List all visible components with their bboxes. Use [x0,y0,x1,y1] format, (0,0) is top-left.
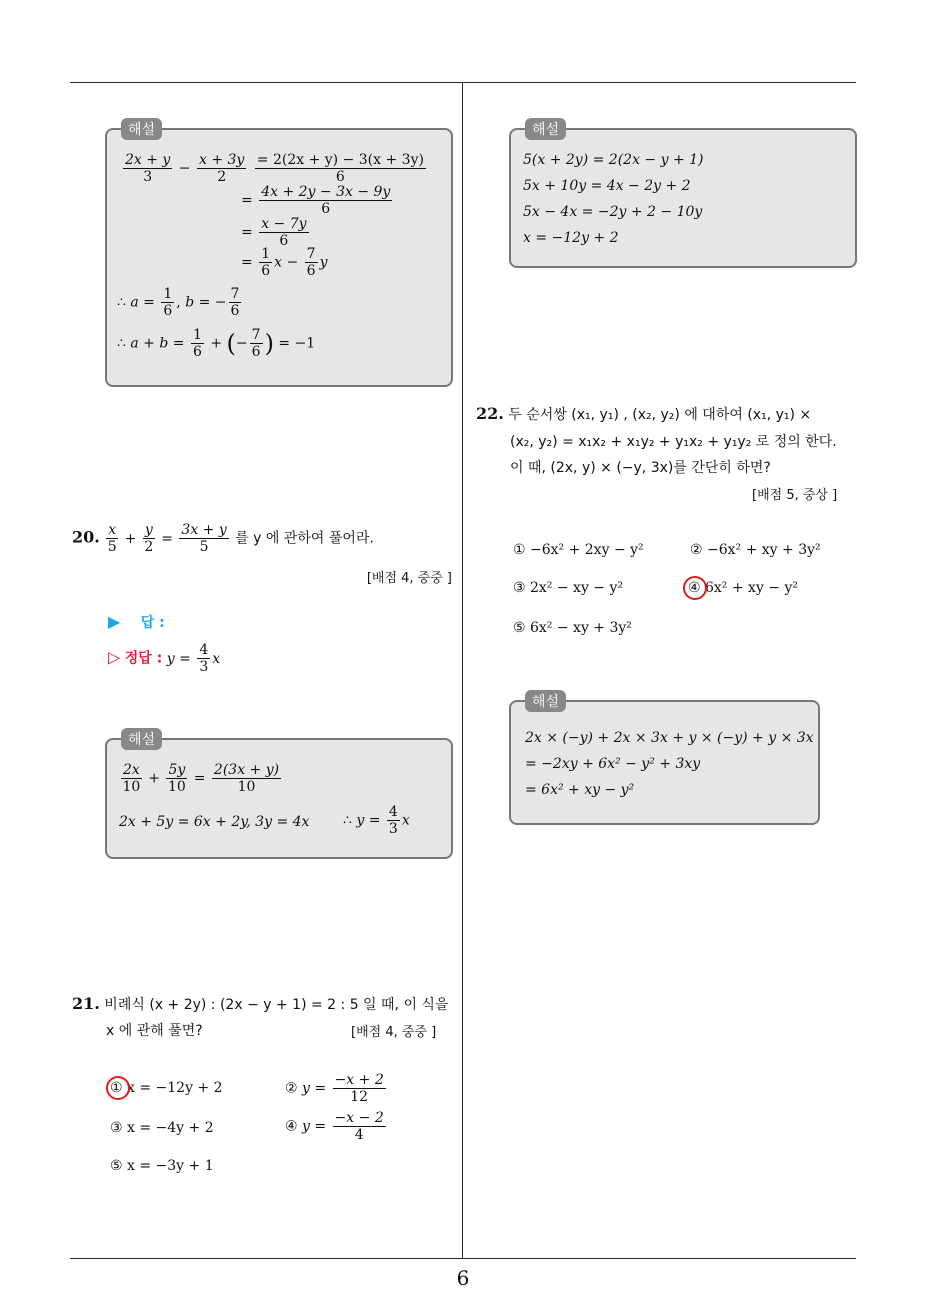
sol21-line2: 5x + 10y = 4x − 2y + 2 [523,178,691,194]
q21-option-1[interactable]: ① x = −12y + 2 [110,1080,223,1096]
answer-label: 답 : [140,615,165,631]
q22-option-2[interactable]: ② −6x² + xy + 3y² [690,542,821,558]
correct-answer-row [108,642,220,675]
solution-box-22 [509,694,820,825]
q22-option-4[interactable]: ④ 6x² + xy − y² [688,580,799,596]
sol20-line1: $\frac{2x}{10}$ + $\frac{5y}{10}$ = $\frac{2(3x + y)}{10}$ [122,762,280,796]
solution-tag: 해설 [121,728,162,750]
selected-answer-circle [106,1076,130,1100]
sol19-line3: = $\frac{x - 7y}{6}$ [241,216,307,250]
sol20-line2: 2x + 5y = 6x + 2y, 3y = 4x [119,814,310,830]
solution-box-20 [105,732,453,859]
question-number: 22. [476,404,504,423]
question-text-3: 이 때, (2x, y) × (−y, 3x)를 간단히 하면? [510,460,771,476]
solution-box-21 [509,122,857,268]
correct-triangle-icon: ▷ [108,647,121,667]
sol21-line3: 5x − 4x = −2y + 2 − 10y [523,204,703,220]
sol19-result1: ∴ a = $\frac{1}{6}$ , b = − $\frac{7}{6}$ [117,286,240,320]
column-divider [462,82,463,1259]
solution-box-19 [105,122,453,387]
bottom-rule [70,1258,856,1259]
answer-play-icon: ▶ [108,612,121,631]
answer-row [108,612,165,632]
question-text-2: (x₂, y₂) = x₁x₂ + x₁y₂ + y₁x₂ + y₁y₂ 로 정의 한다. [510,434,837,450]
solution-tag: 해설 [121,118,162,140]
sol19-line4: = $\frac{1}{6}$ x − $\frac{7}{6}$ y [241,246,328,280]
sol22-line3: = 6x² + xy − y² [525,782,635,798]
q21-option-4[interactable]: ④ y = $\frac{-x - 2}{4}$ [285,1110,384,1144]
sol22-line2: = −2xy + 6x² − y² + 3xy [525,756,701,772]
question-20: 20. $\frac{x}{5}$ + $\frac{y}{2}$ = $\frac{3x + y}{5}$ 를 y 에 관하여 풀어라. [72,522,374,556]
sol19-line2: = $\frac{4x + 2y - 3x - 9y}{6}$ [241,184,391,218]
page-number: 6 [456,1266,470,1290]
q21-option-2[interactable]: ② y = $\frac{-x + 2}{12}$ [285,1072,384,1106]
q21-option-5[interactable]: ⑤ x = −3y + 1 [110,1158,214,1174]
correct-label: 정답 : [124,650,163,667]
q22-points: [배점 5, 중상 ] [752,488,838,503]
selected-answer-circle [683,576,707,600]
top-rule [70,82,856,83]
question-number: 21. [72,994,100,1013]
sol19-result2: ∴ a + b = $\frac{1}{6}$ + (− $\frac{7}{6}$ ) = −1 [117,327,316,361]
correct-value: y = $\frac{4}{3}$ x [166,642,221,676]
q20-points: [배점 4, 중중 ] [366,571,452,586]
q22-option-3[interactable]: ③ 2x² − xy − y² [513,580,624,596]
question-number: 20. [72,527,100,547]
question-21 [72,994,448,1014]
sol21-line1: 5(x + 2y) = 2(2x − y + 1) [523,152,704,168]
q21-option-3[interactable]: ③ x = −4y + 2 [110,1120,214,1136]
solution-tag: 해설 [525,690,566,712]
question-text: 두 순서쌍 (x₁, y₁) , (x₂, y₂) 에 대하여 (x₁, y₁) × [508,407,812,423]
sol19-line1: $\frac{2x + y}{3}$ − $\frac{x + 3y}{2}$ $\frac{= 2(2x + y) - 3(x + 3y)}{6}$ [125,152,424,186]
sol21-line4: x = −12y + 2 [523,230,619,246]
solution-tag: 해설 [525,118,566,140]
question-text: 를 y 에 관하여 풀어라. [235,530,374,547]
question-text-2: x 에 관해 풀면? [106,1023,203,1039]
question-22 [476,404,811,424]
sol20-line2-result: ∴ y = $\frac{4}{3}$ x [343,804,410,838]
q22-option-1[interactable]: ① −6x² + 2xy − y² [513,542,644,558]
question-text: 비례식 (x + 2y) : (2x − y + 1) = 2 : 5 일 때, 이 식을 [104,997,449,1013]
q21-points: [배점 4, 중중 ] [351,1025,437,1040]
q22-option-5[interactable]: ⑤ 6x² − xy + 3y² [513,620,632,636]
sol22-line1: 2x × (−y) + 2x × 3x + y × (−y) + y × 3x [525,730,814,746]
